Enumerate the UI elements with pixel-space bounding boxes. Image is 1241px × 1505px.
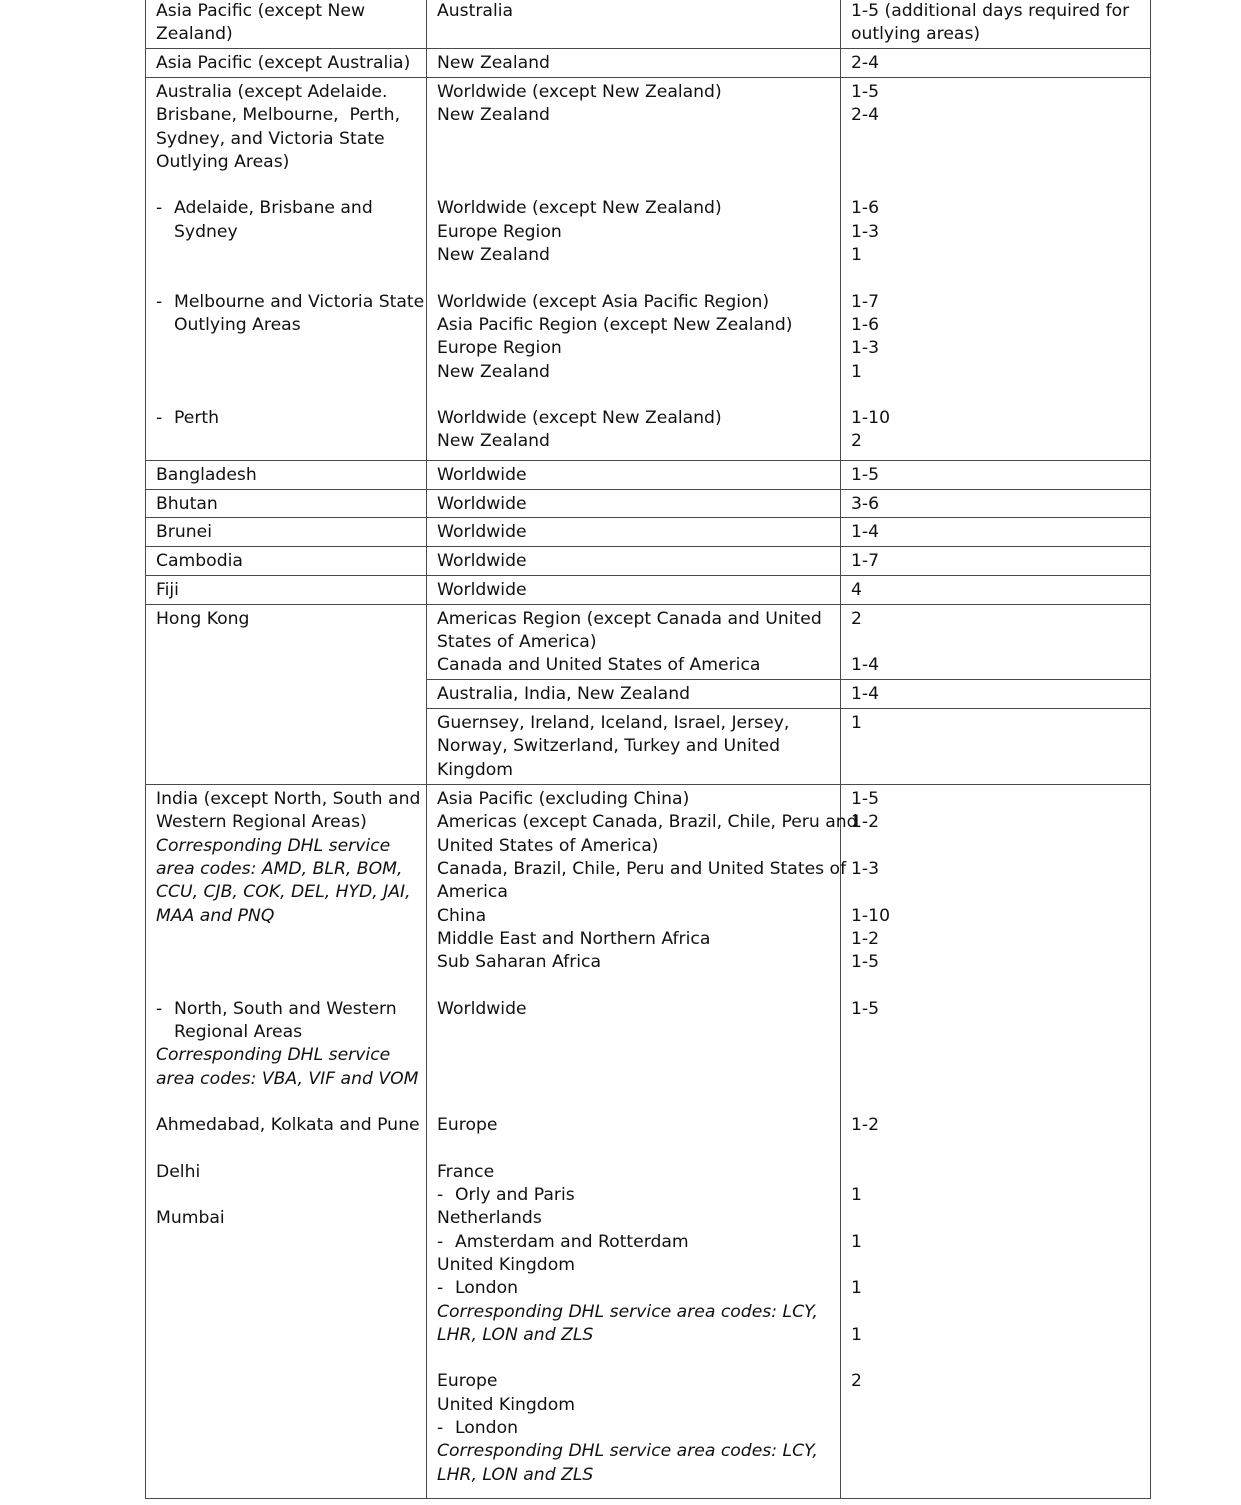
destination-label: Middle East and Northern Africa	[437, 928, 711, 949]
destination-label: New Zealand	[437, 105, 550, 126]
sub-destination-label: - Amsterdam and Rotterdam	[437, 1231, 832, 1254]
spacer	[851, 1044, 1142, 1067]
spacer	[156, 337, 418, 360]
transit-days-cell	[841, 604, 1151, 680]
destination-cell	[427, 709, 841, 785]
transit-days	[851, 881, 1142, 904]
service-area-codes: Corresponding DHL service	[156, 835, 391, 856]
spacer	[156, 1184, 418, 1207]
table-row	[146, 461, 1151, 490]
destination-label: New Zealand	[437, 245, 550, 266]
destination-label: States of America)	[437, 631, 597, 652]
origin-label: Western Regional Areas)	[156, 812, 367, 833]
destination-cell	[427, 575, 841, 604]
spacer	[156, 174, 418, 197]
origin-label: Outlying Areas)	[156, 151, 290, 172]
service-area-codes: MAA and PNQ	[156, 905, 275, 926]
transit-days: 1-6	[851, 198, 880, 219]
spacer	[437, 174, 832, 197]
transit-days	[851, 1207, 1142, 1230]
destination-label: Europe	[437, 1371, 498, 1392]
destination-label: Europe Region	[437, 338, 562, 359]
origin-cell	[146, 0, 427, 49]
spacer	[851, 151, 1142, 174]
origin-cell	[146, 575, 427, 604]
spacer	[851, 174, 1142, 197]
transit-days-cell	[841, 461, 1151, 490]
origin-label: Asia Pacific (except Australia)	[156, 53, 411, 74]
destination-label: Worldwide (except Asia Pacific Region)	[437, 291, 770, 312]
transit-days: 1	[851, 1278, 862, 1299]
transit-days: 1-4	[851, 522, 880, 543]
spacer	[851, 1301, 1142, 1324]
destination-label: Sub Saharan Africa	[437, 952, 602, 973]
table-row	[146, 489, 1151, 518]
spacer	[156, 430, 418, 453]
transit-days: 1-5	[851, 82, 880, 102]
origin-label: Bangladesh	[156, 465, 257, 486]
origin-label: India (except North, South and	[156, 789, 421, 810]
origin-label: Zealand)	[156, 24, 233, 45]
table-row	[146, 604, 1151, 680]
origin-cell	[146, 604, 427, 785]
destination-label: Netherlands	[437, 1208, 542, 1229]
spacer	[156, 384, 418, 407]
transit-days: 2-4	[851, 53, 880, 74]
transit-days: 1	[851, 713, 862, 734]
spacer	[437, 1021, 832, 1044]
service-area-codes: LHR, LON and ZLS	[437, 1464, 594, 1485]
origin-label: Bhutan	[156, 493, 218, 514]
origin-cell	[146, 489, 427, 518]
transit-days-cell	[841, 709, 1151, 785]
transit-days: outlying areas)	[851, 24, 981, 45]
sub-region-label: - Melbourne and Victoria State Outlying Areas	[156, 291, 418, 338]
transit-days: 1-3	[851, 221, 880, 242]
origin-label: Sydney, and Victoria State	[156, 128, 385, 149]
destination-label: Europe Region	[437, 221, 562, 242]
transit-days: 1-2	[851, 812, 880, 833]
origin-label: Australia (except Adelaide.	[156, 82, 388, 102]
transit-time-table	[145, 0, 1151, 1499]
spacer	[851, 1068, 1142, 1091]
sub-destination-label: - London	[437, 1417, 832, 1440]
transit-days: 1-10	[851, 408, 891, 429]
destination-label: New Zealand	[437, 431, 550, 452]
service-area-codes: area codes: VBA, VIF and VOM	[156, 1068, 419, 1089]
destination-label: Americas (except Canada, Brazil, Chile, Peru and	[437, 812, 858, 833]
spacer	[437, 1068, 832, 1091]
destination-cell	[427, 78, 841, 461]
spacer	[851, 1091, 1142, 1114]
transit-days-cell	[841, 518, 1151, 547]
spacer	[156, 361, 418, 384]
destination-label: Worldwide (except New Zealand)	[437, 82, 722, 102]
table-row	[146, 785, 1151, 1499]
transit-days: 1	[851, 1324, 862, 1345]
origin-label: Delhi	[156, 1161, 201, 1182]
service-area-codes: LHR, LON and ZLS	[437, 1324, 594, 1345]
transit-days: 2	[851, 1371, 862, 1392]
transit-days: 2-4	[851, 105, 880, 126]
table-row	[146, 0, 1151, 49]
service-area-codes: CCU, CJB, COK, DEL, HYD, JAI,	[156, 882, 411, 903]
transit-days: 3-6	[851, 493, 880, 514]
destination-label: Canada, Brazil, Chile, Peru and United States of	[437, 858, 847, 879]
spacer	[156, 267, 418, 290]
origin-cell	[146, 518, 427, 547]
destination-label: Worldwide	[437, 493, 527, 514]
spacer	[437, 128, 832, 151]
table-row	[146, 49, 1151, 78]
transit-days: 1	[851, 245, 862, 266]
destination-label: Asia Pacific (excluding China)	[437, 789, 690, 810]
table-row	[146, 547, 1151, 576]
spacer	[437, 1044, 832, 1067]
destination-label: Canada and United States of America	[437, 655, 761, 676]
spacer	[437, 151, 832, 174]
destination-label: Europe	[437, 1115, 498, 1136]
transit-days: 1-5	[851, 465, 880, 486]
spacer	[437, 267, 832, 290]
sub-region-label: - Adelaide, Brisbane and Sydney	[156, 197, 418, 244]
transit-days-cell	[841, 575, 1151, 604]
destination-cell	[427, 604, 841, 680]
transit-days: 1	[851, 1185, 862, 1206]
spacer	[851, 974, 1142, 997]
spacer	[851, 128, 1142, 151]
transit-days: 1-2	[851, 1115, 880, 1136]
table-body	[146, 0, 1151, 1499]
destination-label: Worldwide (except New Zealand)	[437, 408, 722, 429]
transit-days-cell	[841, 785, 1151, 1499]
destination-cell	[427, 0, 841, 49]
transit-days-cell	[841, 489, 1151, 518]
destination-label: France	[437, 1161, 495, 1182]
service-area-codes: Corresponding DHL service area codes: LCY,	[437, 1441, 818, 1462]
spacer	[156, 244, 418, 267]
spacer	[156, 1091, 418, 1114]
destination-label: Worldwide	[437, 998, 527, 1019]
origin-label: Cambodia	[156, 551, 243, 572]
transit-days: 1-3	[851, 858, 880, 879]
transit-days: 2	[851, 431, 862, 452]
destination-cell	[427, 49, 841, 78]
spacer	[851, 384, 1142, 407]
spacer	[156, 951, 418, 974]
table-row	[146, 575, 1151, 604]
spacer	[851, 1021, 1142, 1044]
transit-days	[851, 835, 1142, 858]
destination-label: United Kingdom	[437, 1255, 575, 1275]
transit-days: 1-5	[851, 952, 880, 973]
transit-days: 1-5	[851, 789, 880, 810]
transit-days: 4	[851, 579, 862, 600]
service-area-codes: area codes: AMD, BLR, BOM,	[156, 858, 403, 879]
destination-label: Guernsey, Ireland, Iceland, Israel, Jersey,	[437, 713, 790, 734]
origin-label: Hong Kong	[156, 608, 250, 629]
origin-cell	[146, 49, 427, 78]
transit-days-cell	[841, 78, 1151, 461]
destination-label: Worldwide	[437, 579, 527, 600]
destination-label: Australia	[437, 1, 514, 21]
transit-days: 1-5	[851, 998, 880, 1019]
destination-cell	[427, 680, 841, 709]
transit-days: 1-7	[851, 291, 880, 312]
origin-cell	[146, 547, 427, 576]
destination-label: America	[437, 882, 508, 903]
destination-cell	[427, 489, 841, 518]
destination-label: New Zealand	[437, 53, 550, 74]
destination-label: China	[437, 905, 487, 926]
transit-days	[851, 1254, 1142, 1277]
origin-label: Asia Pacific (except New	[156, 1, 366, 21]
destination-label: Worldwide (except New Zealand)	[437, 198, 722, 219]
destination-cell	[427, 518, 841, 547]
origin-cell	[146, 785, 427, 1499]
table-row	[146, 78, 1151, 461]
transit-days: 1-5 (additional days required for	[851, 1, 1130, 21]
origin-label: Mumbai	[156, 1208, 225, 1229]
transit-days: 1	[851, 1231, 862, 1252]
origin-cell	[146, 461, 427, 490]
transit-days-cell	[841, 49, 1151, 78]
destination-label: Worldwide	[437, 522, 527, 543]
destination-label: Worldwide	[437, 551, 527, 572]
destination-label: Americas Region (except Canada and United	[437, 608, 822, 629]
transit-days: 1-10	[851, 905, 891, 926]
destination-label: Norway, Switzerland, Turkey and United	[437, 736, 780, 757]
sub-region-label: - Perth	[156, 407, 418, 430]
spacer	[156, 1138, 418, 1161]
table-row	[146, 518, 1151, 547]
spacer	[437, 384, 832, 407]
spacer	[437, 1091, 832, 1114]
destination-label: United Kingdom	[437, 1394, 575, 1415]
transit-days: 2	[851, 608, 862, 629]
transit-days: 1-6	[851, 314, 880, 335]
transit-days-cell	[841, 0, 1151, 49]
sub-destination-label: - London	[437, 1277, 832, 1300]
transit-days	[851, 1161, 1142, 1184]
origin-label: Brisbane, Melbourne, Perth,	[156, 105, 401, 126]
transit-days: 1-4	[851, 684, 880, 705]
destination-label: Asia Pacific Region (except New Zealand)	[437, 314, 793, 335]
transit-days-cell	[841, 547, 1151, 576]
transit-days	[851, 631, 1142, 654]
destination-label: United States of America)	[437, 835, 659, 856]
transit-days	[851, 1347, 1142, 1370]
destination-cell	[427, 547, 841, 576]
transit-days: 1-7	[851, 551, 880, 572]
spacer	[851, 1138, 1142, 1161]
origin-cell	[146, 78, 427, 461]
sub-destination-label: - Orly and Paris	[437, 1184, 832, 1207]
transit-days: 1-4	[851, 655, 880, 676]
destination-label: New Zealand	[437, 361, 550, 382]
spacer	[851, 267, 1142, 290]
service-area-codes: Corresponding DHL service	[156, 1045, 391, 1066]
transit-days: 1-2	[851, 928, 880, 949]
spacer	[437, 1347, 832, 1370]
sub-region-label: - North, South and Western Regional Areas	[156, 998, 418, 1045]
spacer	[156, 928, 418, 951]
spacer	[437, 974, 832, 997]
destination-cell	[427, 461, 841, 490]
spacer	[437, 1138, 832, 1161]
transit-days: 1	[851, 361, 862, 382]
destination-label: Worldwide	[437, 465, 527, 486]
origin-label: Brunei	[156, 522, 212, 543]
destination-cell	[427, 785, 858, 1499]
spacer	[156, 974, 418, 997]
origin-label: Ahmedabad, Kolkata and Pune	[156, 1115, 420, 1136]
transit-days: 1-3	[851, 338, 880, 359]
transit-days-cell	[841, 680, 1151, 709]
destination-label: Kingdom	[437, 759, 514, 780]
service-area-codes: Corresponding DHL service area codes: LCY,	[437, 1301, 818, 1322]
origin-label: Fiji	[156, 579, 179, 600]
destination-label: Australia, India, New Zealand	[437, 684, 691, 705]
